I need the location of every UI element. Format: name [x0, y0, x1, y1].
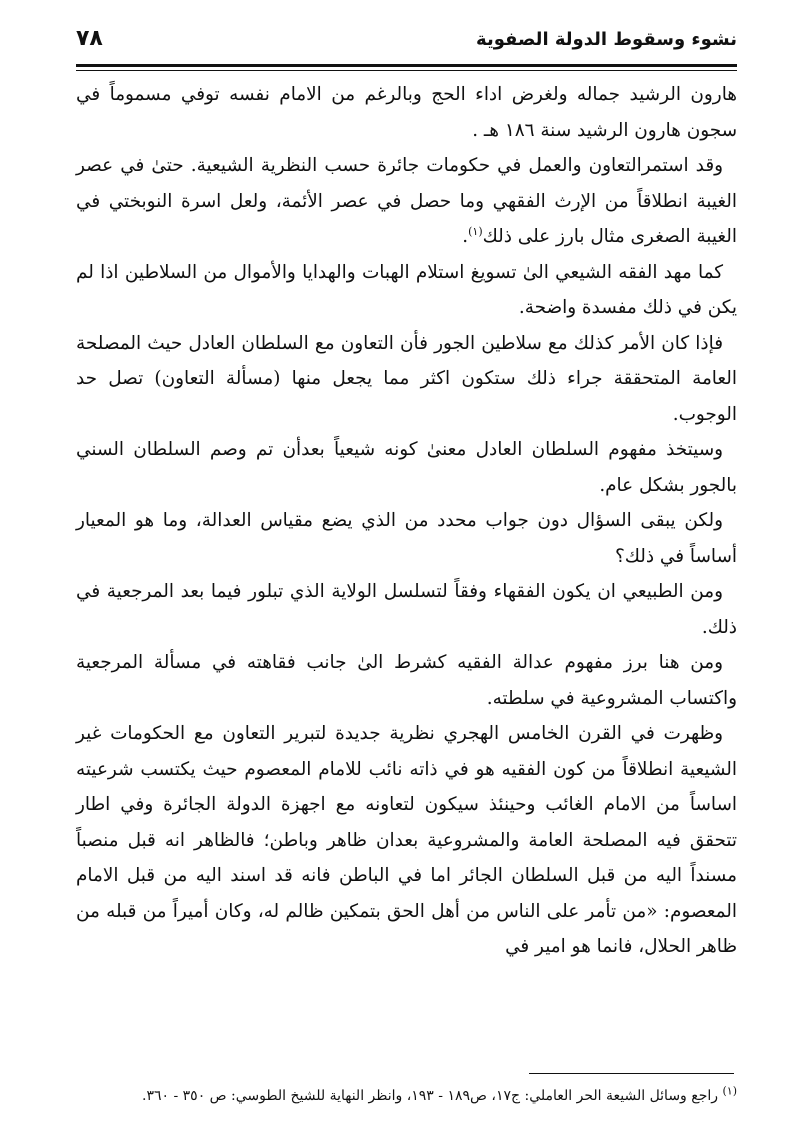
page-number: ٧٨	[76, 26, 103, 51]
footnote-marker: (١)	[722, 1084, 737, 1098]
header-rule-thick	[76, 64, 737, 67]
paragraph: هارون الرشيد جماله ولغرض اداء الحج وبالرغم من الامام نفسه توفي مسموماً في سجون هارون الرشيد سنة ١٨٦ هـ .	[76, 84, 737, 141]
paragraph: ولكن يبقى السؤال دون جواب محدد من الذي يضع مقياس العدالة، وما هو المعيار أساساً في ذلك؟	[76, 510, 737, 567]
paragraph: ومن هنا برز مفهوم عدالة الفقيه كشرط الىٰ جانب فقاهته في مسألة المرجعية واكتساب المشروعية في سلطته.	[76, 652, 737, 709]
footnote	[76, 1082, 737, 1110]
paragraph: وظهرت في القرن الخامس الهجري نظرية جديدة لتبرير التعاون مع الحكومات غير الشيعية انطلاقاً من كون الفقيه هو في ذاته نائب للامام المعصوم حيث يكتسب شرعيته اساساً من الامام الغائب وحينئذ سيكون لتعاونه مع اجهزة الدولة الجائرة وفي اطار تتحقق فيه المصلحة العامة والمشروعية بعدان ظاهر وباطن؛ فالظاهر انه قبل منصباً مسنداً اليه من قبل السلطان الجائر اما في الباطن فانه قد اسند اليه من قبل الامام المعصوم: «من تأمر على الناس من أهل الحق بتمكين ظالم له، وكان أميراً من قبله من ظاهر الحلال، فانما هو امير في	[76, 723, 737, 957]
running-header	[76, 26, 737, 56]
body-text	[76, 77, 737, 965]
paragraph: فإذا كان الأمر كذلك مع سلاطين الجور فأن التعاون مع السلطان العادل حيث المصلحة العامة المتحققة جراء ذلك ستكون اكثر مما يجعل منها (مسألة التعاون) تصل حد الوجوب.	[76, 332, 737, 425]
footnote-rule	[529, 1073, 734, 1074]
paragraph: كما مهد الفقه الشيعي الىٰ تسويغ استلام الهبات والهدايا والأموال من السلاطين اذا لم يكن في ذلك مفسدة واضحة.	[76, 261, 737, 318]
footnote-ref: (١)	[468, 224, 483, 238]
running-title: نشوء وسقوط الدولة الصفوية	[476, 29, 737, 50]
paragraph: ومن الطبيعي ان يكون الفقهاء وفقاً لتسلسل الولاية الذي تبلور فيما بعد المرجعية في ذلك.	[76, 581, 737, 638]
footnote-text: راجع وسائل الشيعة الحر العاملي: ج١٧، ص١٨٩ - ١٩٣، وانظر النهاية للشيخ الطوسي: ص ٣٥٠ - ٣٦٠.	[142, 1088, 719, 1104]
header-rule-thin	[76, 70, 737, 71]
paragraph: وسيتخذ مفهوم السلطان العادل معنىٰ كونه شيعياً بعدأن تم وصم السلطان السني بالجور بشكل عام.	[76, 439, 737, 496]
page	[76, 26, 737, 965]
paragraph: وقد استمرالتعاون والعمل في حكومات جائرة حسب النظرية الشيعية. حتىٰ في عصر الغيبة انطلاقاً من الإرث الفقهي وما حصل في عصر الأئمة، ولعل اسرة النوبختي في الغيبة الصغرى مثال بارز على ذلك$^{(١)}$.	[76, 155, 737, 247]
